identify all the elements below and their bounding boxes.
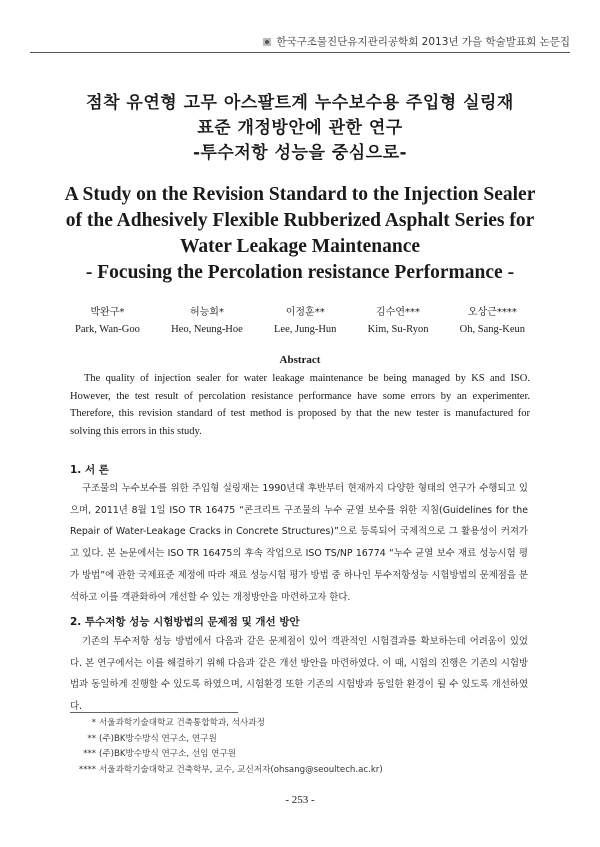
footnote-text: (주)BK방수방식 연구소, 선임 연구원 <box>99 749 237 760</box>
korean-title <box>0 91 600 166</box>
journal-name: 한국구조물진단유지관리공학회 2013년 가을 학술발표회 논문집 <box>276 36 570 48</box>
english-title <box>0 182 600 286</box>
section-heading-problems: 2. 투수저항 성능 시험방법의 문제점 및 개선 방안 <box>70 616 300 628</box>
author-korean-name: 허능회* <box>189 307 224 318</box>
author <box>274 304 336 338</box>
author <box>75 304 140 338</box>
english-title-line: of the Adhesively Flexible Rubberized Asphalt Series for <box>65 210 535 231</box>
abstract-text: The quality of injection sealer for water leakage maintenance be being managed by KS and ISO. However, the test result of percolation resistance performance have some errors by an experimenter. Therefore, this revision standard of test method is proposed by that the new tester is manufactured for solving this errors in this study. <box>70 373 530 437</box>
english-title-line: Water Leakage Maintenance <box>179 236 421 257</box>
footnote-text: 서울과학기술대학교 건축학부, 교수, 교신저자(ohsang@seoultech.ac.kr) <box>99 764 383 775</box>
author-english-name: Kim, Su-Ryon <box>367 324 429 335</box>
section-body-problems: 기존의 투수저항 성능 방법에서 다음과 같은 문제점이 있어 객관적인 시험결과를 확보하는데 어려움이 있었다. 본 연구에서는 이를 해결하기 위해 다음과 같은 개선 방안을 마련하였다. 이 때, 시험의 진행은 기존의 시험방법과 동일하게 진행할 수 있도록 하였으며, 시험환경 또한 기존의 시험방과 동일한 환경이 될 수 있도록 개선하였다. <box>70 636 528 713</box>
footnotes <box>70 716 530 778</box>
author-english-name: Park, Wan-Goo <box>75 324 140 335</box>
footnote <box>70 747 530 763</box>
english-subtitle: - Focusing the Percolation resistance Performance - <box>85 262 515 283</box>
author-english-name: Oh, Sang-Keun <box>459 324 525 335</box>
footnote-rule <box>70 712 238 713</box>
journal-header <box>0 34 570 49</box>
author <box>460 304 525 338</box>
author-korean-name: 이정훈** <box>285 307 325 318</box>
footnote-mark: ** <box>87 733 96 744</box>
english-title-line: A Study on the Revision Standard to the Injection Sealer <box>64 184 536 205</box>
author-list <box>75 304 525 338</box>
footnote <box>70 732 530 748</box>
author-english-name: Lee, Jung-Hun <box>274 324 337 335</box>
section-body-introduction: 구조물의 누수보수를 위한 주입형 실링재는 1990년대 후반부터 현재까지 다양한 형태의 연구가 수행되고 있으며, 2011년 8월 1일 ISO TR 16475 “콘크리트 구조물의 누수 균열 보수를 위한 지침(Guidelines for the Repair of Water-Leakage Cracks in Concrete Structures)”으로 등록되어 국제적으로 그 활용성이 커져가고 있다. 본 논문에서는 ISO TR 16475의 후속 작업으로 ISO TS/NP 16774 “누수 균열 보수 재료 성능시험 평가 방법”에 관한 국제표준 제정에 따라 재료 성능시험 평가 방법 중 하나인 투수저항성능 시험방법의 문제점을 분석하고 이를 객관화하여 개선할 수 있는 개정방안을 마련하고자 한다. <box>70 483 528 603</box>
footnote-mark: **** <box>78 764 96 775</box>
author-english-name: Heo, Neung-Hoe <box>171 324 243 335</box>
korean-title-line: 점착 유연형 고무 아스팔트계 누수보수용 주입형 실링재 <box>86 93 514 113</box>
header-rule <box>30 52 570 53</box>
footnote <box>70 763 530 779</box>
page-number: - 253 - <box>285 794 315 806</box>
author-korean-name: 박완구* <box>90 307 125 318</box>
author-korean-name: 오상근**** <box>467 307 517 318</box>
author-korean-name: 김수연*** <box>376 307 421 318</box>
footnote-text: (주)BK방수방식 연구소, 연구원 <box>99 733 217 744</box>
author <box>171 304 243 338</box>
section-heading-introduction: 1. 서 론 <box>70 464 109 476</box>
journal-logo-icon <box>263 38 271 46</box>
footnote-mark: * <box>91 718 96 728</box>
korean-title-line: 표준 개정방안에 관한 연구 <box>197 118 403 138</box>
footnote-text: 서울과학기술대학교 건축통합학과, 석사과정 <box>99 718 265 728</box>
korean-subtitle: -투수저항 성능을 중심으로- <box>192 143 408 163</box>
abstract-heading: Abstract <box>279 354 321 366</box>
footnote-mark: *** <box>83 749 96 760</box>
footnote <box>70 716 530 732</box>
author <box>368 304 429 338</box>
